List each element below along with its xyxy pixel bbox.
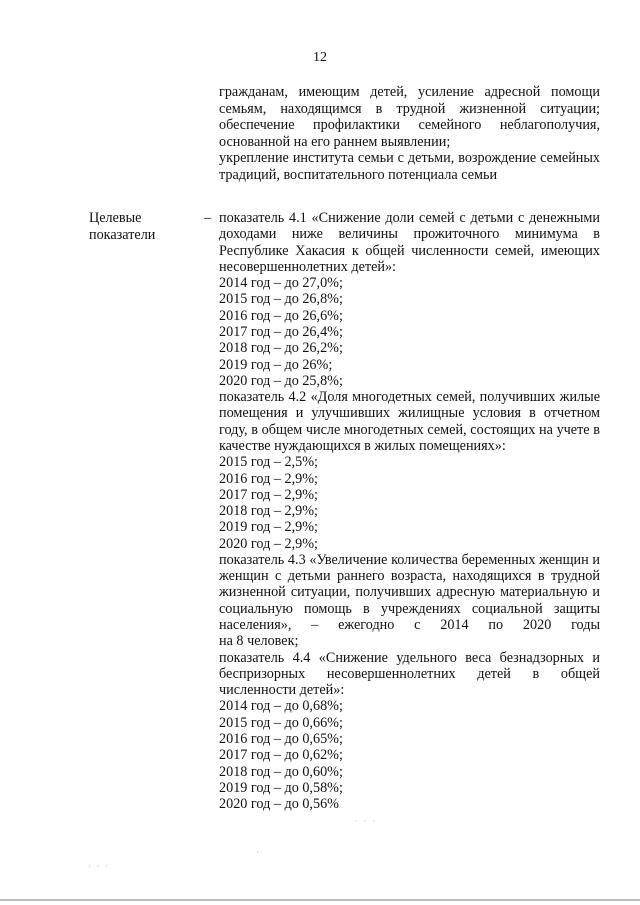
year-value: 2015 год – до 0,66%; (219, 714, 343, 731)
indicators-block (219, 210, 600, 812)
indicator-line: Республике Хакасия к общей численности семей, имеющих (219, 242, 600, 259)
indicator-line: беспризорных несовершеннолетних детей в общей (219, 665, 600, 682)
indicator-line: несовершеннолетних детей»: (219, 258, 396, 275)
year-value: 2016 год – до 0,65%; (219, 731, 343, 747)
year-value: 2020 год – 2,9%; (219, 535, 318, 552)
text-line: традиций, воспитательного потенциала семьи (219, 166, 498, 183)
year-value: 2020 год – до 25,8%; (219, 372, 343, 389)
page-number: 12 (313, 50, 327, 65)
year-value: 2015 год – 2,5%; (219, 454, 318, 471)
indicator-line: жизненной ситуации, получивших адресную материальную и (219, 584, 600, 601)
scan-artifact: · · · (88, 862, 110, 871)
year-value: 2014 год – до 0,68%; (219, 698, 343, 715)
year-value: 2017 год – 2,9%; (219, 486, 318, 503)
year-value: 2017 год – до 0,62%; (219, 747, 343, 764)
section-dash: – (204, 210, 212, 226)
indicator-line: численности детей»: (219, 682, 345, 699)
indicator-line: показатель 4.4 «Снижение удельного веса безнадзорных и (219, 649, 600, 666)
indicator-line: населения», – ежегодно с 2014 по 2020 годы (219, 617, 600, 634)
section-label-line: показатели (89, 226, 156, 243)
year-value: 2014 год – до 27,0%; (219, 275, 343, 292)
year-value: 2017 год – до 26,4%; (219, 323, 343, 340)
year-value: 2016 год – 2,9%; (219, 470, 318, 487)
indicator-line: показатель 4.3 «Увеличение количества беременных женщин и (219, 551, 600, 568)
text-line: укрепление института семьи с детьми, возрождение семейных (219, 150, 600, 166)
scan-artifact: · (256, 848, 261, 857)
top-text-block (219, 84, 600, 183)
year-value: 2016 год – до 26,6%; (219, 307, 343, 324)
text-line: гражданам, имеющим детей, усиление адресной помощи (219, 84, 600, 100)
text-line: основанной на его раннем выявлении; (219, 133, 451, 150)
page-bottom-edge (0, 899, 640, 901)
indicator-line: на 8 человек; (219, 633, 299, 650)
year-value: 2018 год – до 26,2%; (219, 340, 343, 357)
indicator-line: доходами ниже величины прожиточного минимума в (219, 226, 600, 243)
indicator-line: женщин с детьми раннего возраста, находящихся в трудной (219, 568, 600, 585)
section-label-line: Целевые (89, 210, 142, 226)
indicator-line: помещения и улучшивших жилищные условия в отчетном (219, 405, 600, 422)
year-value: 2018 год – 2,9%; (219, 503, 318, 520)
year-value: 2019 год – до 26%; (219, 356, 333, 373)
section-label (89, 210, 179, 243)
text-line: семьям, находящимся в трудной жизненной ситуации; (219, 100, 600, 117)
scan-artifact: · · · (355, 817, 377, 826)
indicator-line: социальную помощь в учреждениях социальной защиты (219, 600, 600, 617)
indicator-line: году, в общем числе многодетных семей, состоящих на учете в (219, 421, 600, 438)
indicator-line: показатель 4.2 «Доля многодетных семей, получивших жилые (219, 389, 600, 406)
year-value: 2015 год – до 26,8%; (219, 291, 343, 308)
year-value: 2018 год – до 0,60%; (219, 763, 343, 780)
text-line: обеспечение профилактики семейного неблагополучия, (219, 117, 600, 133)
year-value: 2019 год – до 0,58%; (219, 779, 343, 796)
year-value: 2019 год – 2,9%; (219, 519, 318, 536)
year-value: 2020 год – до 0,56% (219, 796, 339, 813)
indicator-line: показатель 4.1 «Снижение доли семей с детьми с денежными (219, 210, 600, 226)
indicator-line: качестве нуждающихся в жилых помещениях»: (219, 437, 506, 454)
